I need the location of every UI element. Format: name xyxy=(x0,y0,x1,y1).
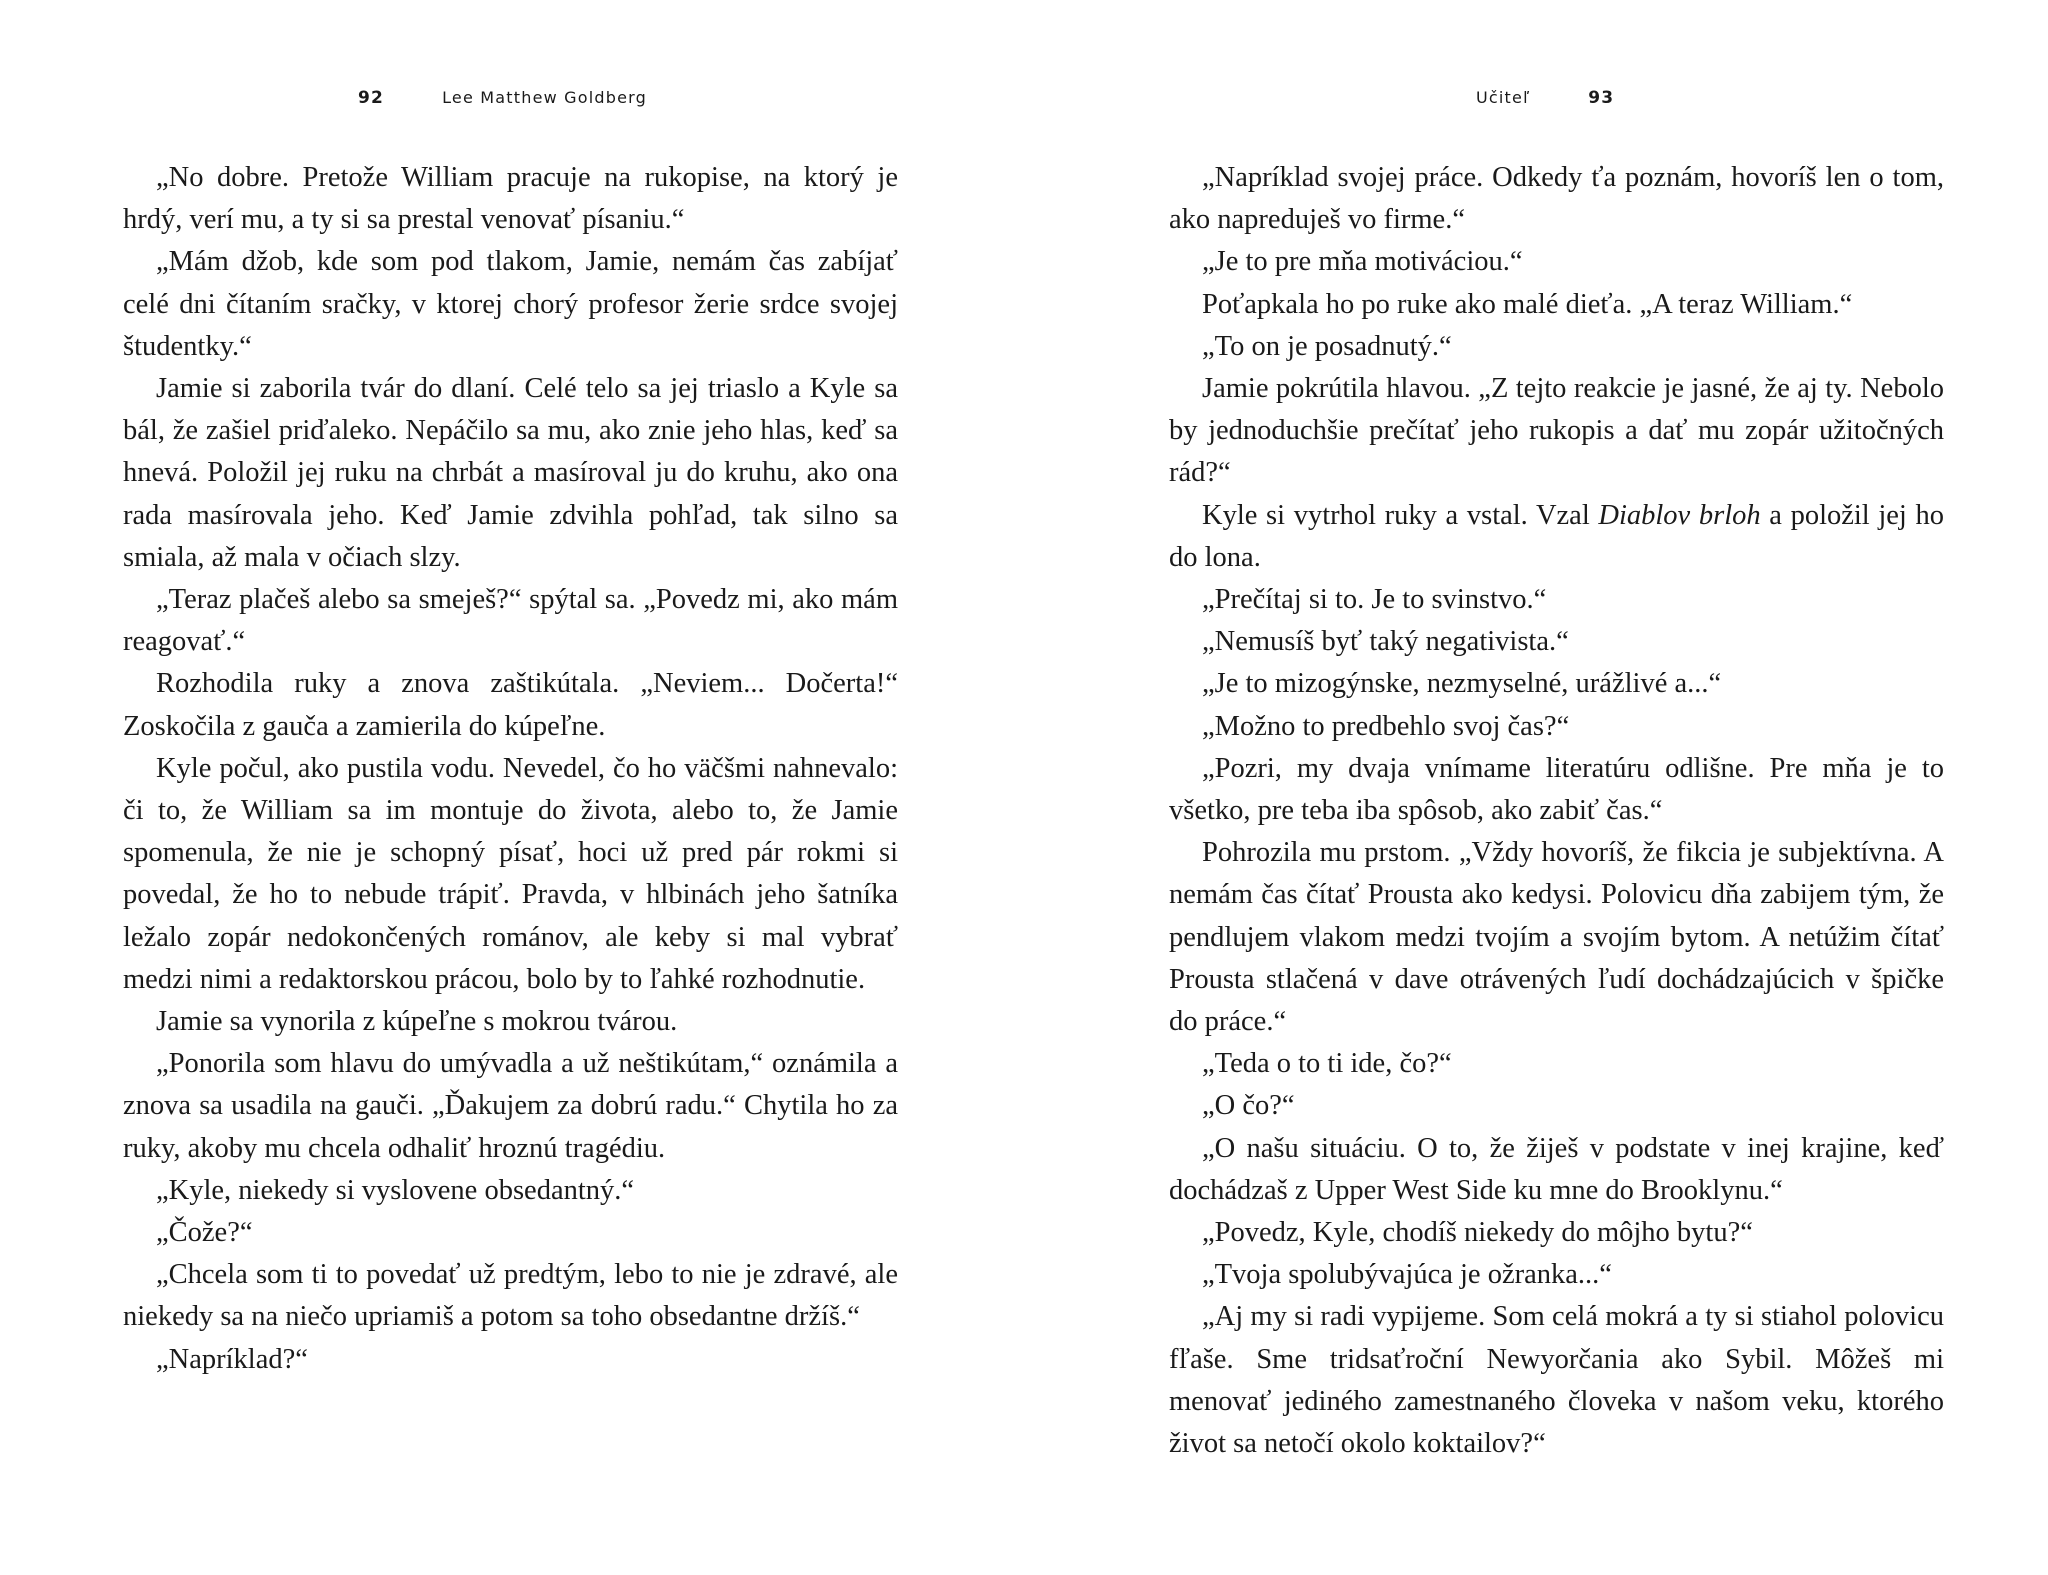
paragraph: „Kyle, niekedy si vyslovene obsedantný.“ xyxy=(156,1174,635,1206)
book-title: Učiteľ xyxy=(1476,88,1531,107)
right-page-text xyxy=(1169,157,1944,1465)
paragraph: „Čože?“ xyxy=(156,1217,253,1249)
paragraph: „O našu situáciu. O to, že žiješ v podstate v inej krajine, keď dochádzaš z Upper West Side ku mne do Brooklynu.“ xyxy=(1169,1132,1944,1206)
paragraph: „Aj my si radi vypijeme. Som celá mokrá a ty si stiahol polovicu fľaše. Sme tridsaťroční Newyorčania ako Sybil. Môžeš mi menovať jediného zamestnaného človeka v našom veku, ktorého život sa netočí okolo koktailov?“ xyxy=(1169,1301,1944,1460)
paragraph: „Tvoja spolubývajúca je ožranka...“ xyxy=(1202,1259,1612,1291)
paragraph: Kyle počul, ako pustila vodu. Nevedel, čo ho väčšmi nahnevalo: či to, že William sa im montuje do života, alebo to, že Jamie spomenula, že nie je schopný písať, hoci už pred pár rokmi si povedal, že ho to nebude trápiť. Pravda, v hlbinách jeho šatníka ležalo zopár nedokončených románov, ale keby si mal vybrať medzi nimi a redaktorskou prácou, bolo by to ľahké rozhodnutie. xyxy=(123,752,898,995)
paragraph: Jamie si zaborila tvár do dlaní. Celé telo sa jej triaslo a Kyle sa bál, že zašiel priďaleko. Nepáčilo sa mu, ako znie jeho hlas, keď sa hnevá. Položil jej ruku na chrbát a masíroval ju do kruhu, ako ona rada masírovala jeho. Keď Jamie zdvihla pohľad, tak silno sa smiala, až mala v očiach slzy. xyxy=(123,373,898,573)
paragraph: Poťapkala ho po ruke ako malé dieťa. „A teraz William.“ xyxy=(1202,288,1853,320)
paragraph: „Teraz plačeš alebo sa smeješ?“ spýtal sa. „Povedz mi, ako mám reagovať.“ xyxy=(123,584,898,658)
running-head-left xyxy=(358,88,647,108)
paragraph: „Napríklad?“ xyxy=(156,1343,308,1375)
paragraph: „Mám džob, kde som pod tlakom, Jamie, nemám čas zabíjať celé dni čítaním sračky, v ktorej chorý profesor žerie srdce svojej študentky.“ xyxy=(123,246,898,362)
page-number-left: 92 xyxy=(358,88,385,108)
paragraph: „Prečítaj si to. Je to svinstvo.“ xyxy=(1202,584,1547,616)
paragraph: Jamie sa vynorila z kúpeľne s mokrou tvárou. xyxy=(156,1006,678,1038)
paragraph: „O čo?“ xyxy=(1202,1090,1295,1122)
paragraph: „Teda o to ti ide, čo?“ xyxy=(1202,1048,1452,1080)
running-head-right xyxy=(1476,88,1614,108)
paragraph: Jamie pokrútila hlavou. „Z tejto reakcie je jasné, že aj ty. Nebolo by jednoduchšie prečítať jeho rukopis a dať mu zopár užitočných rád?“ xyxy=(1169,373,1944,489)
paragraph: Pohrozila mu prstom. „Vždy hovoríš, že fikcia je subjektívna. A nemám čas čítať Prousta ako kedysi. Polovicu dňa zabijem tým, že pendlujem vlakom medzi tvojím a svojím bytom. A netúžim čítať Prousta stlačená v dave otrávených ľudí dochádzajúcich v špičke do práce.“ xyxy=(1169,837,1944,1038)
left-page-text xyxy=(123,157,898,1381)
paragraph: „Pozri, my dvaja vnímame literatúru odlišne. Pre mňa je to všetko, pre teba iba spôsob, ako zabiť čas.“ xyxy=(1169,752,1944,827)
paragraph: „Je to pre mňa motiváciou.“ xyxy=(1202,246,1523,278)
book-title-italic: Diablov brloh xyxy=(1598,499,1761,531)
paragraph: „Napríklad svojej práce. Odkedy ťa poznám, hovoríš len o tom, ako napreduješ vo firme.“ xyxy=(1169,162,1944,236)
right-page xyxy=(1024,0,2048,1575)
paragraph: „Nemusíš byť taký negativista.“ xyxy=(1202,626,1569,658)
paragraph-with-title: Kyle si vytrhol ruky a vstal. Vzal Diablov brloh a položil jej ho do lona. xyxy=(1169,499,1944,573)
page-number-right: 93 xyxy=(1588,88,1615,108)
paragraph: „Chcela som ti to povedať už predtým, lebo to nie je zdravé, ale niekedy sa na niečo upriamiš a potom sa toho obsedantne držíš.“ xyxy=(123,1259,898,1333)
paragraph: „To on je posadnutý.“ xyxy=(1202,330,1452,362)
paragraph: „Možno to predbehlo svoj čas?“ xyxy=(1202,710,1570,742)
paragraph: „Povedz, Kyle, chodíš niekedy do môjho bytu?“ xyxy=(1202,1217,1753,1249)
author-name: Lee Matthew Goldberg xyxy=(442,88,648,107)
paragraph: „Ponorila som hlavu do umývadla a už neštikútam,“ oznámila a znova sa usadila na gauči. „Ďakujem za dobrú radu.“ Chytila ho za ruky, akoby mu chcela odhaliť hroznú tragédiu. xyxy=(123,1048,898,1164)
paragraph: „No dobre. Pretože William pracuje na rukopise, na ktorý je hrdý, verí mu, a ty si sa prestal venovať písaniu.“ xyxy=(123,162,898,236)
paragraph: „Je to mizogýnske, nezmyselné, urážlivé a...“ xyxy=(1202,668,1722,700)
paragraph: Rozhodila ruky a znova zaštikútala. „Neviem... Dočerta!“ Zoskočila z gauča a zamierila do kúpeľne. xyxy=(123,668,898,742)
